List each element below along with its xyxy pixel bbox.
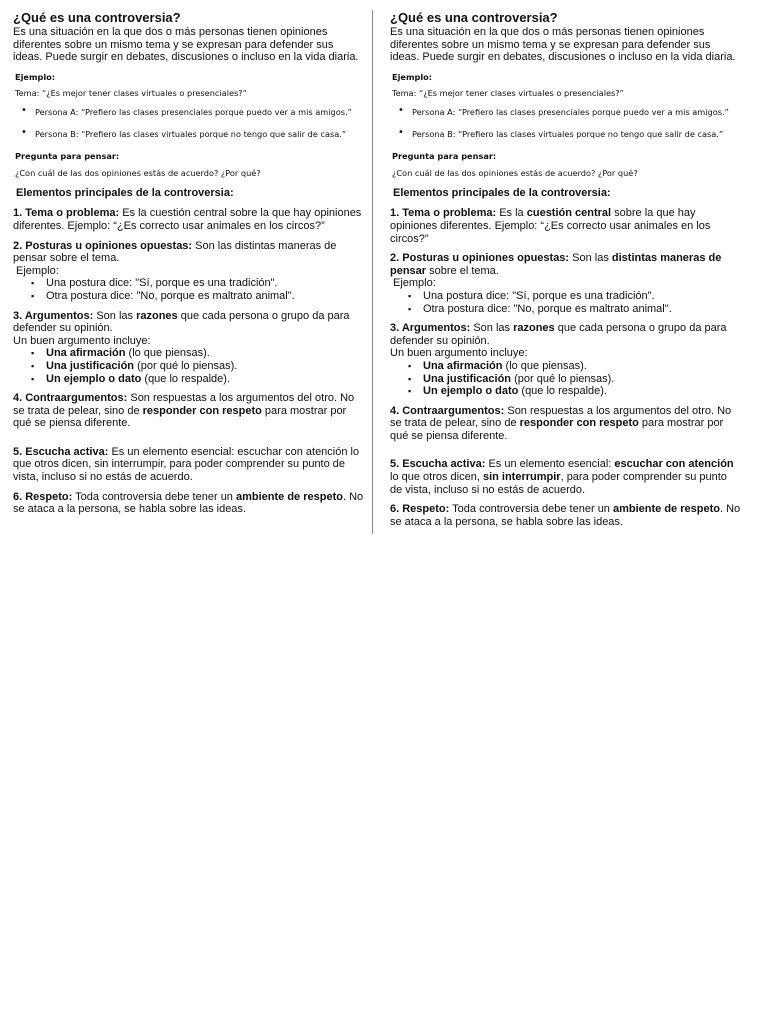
list-item: ▪ Una postura dice: "Sí, porque es una tradición". bbox=[31, 277, 365, 290]
list-item-bold: Una afirmación bbox=[46, 347, 126, 360]
element-bold: escuchar con atención bbox=[614, 458, 734, 471]
element-text: Son las bbox=[470, 322, 514, 335]
element-3 bbox=[390, 322, 742, 398]
list-item-bold: Una justificación bbox=[46, 359, 135, 372]
element-text: Son respuestas a los argumentos del otro. No se trata de pelear, sino de bbox=[390, 404, 732, 430]
list-item: • Persona A: “Prefiero las clases presenciales porque puedo ver a mis amigos.” bbox=[398, 107, 742, 117]
page-title: ¿Qué es una controversia? bbox=[390, 10, 558, 25]
element-text: Toda controversia debe tener un bbox=[72, 490, 236, 503]
question-text: ¿Con cuál de las dos opiniones estás de acuerdo? ¿Por qué? bbox=[392, 167, 638, 178]
element-text: sobre la que hay opiniones diferentes. Ejemplo: “¿Es correcto usar animales en los circos?” bbox=[390, 207, 711, 245]
element-text: . No se ataca a la persona, se habla sobre las ideas. bbox=[390, 503, 741, 528]
element-bold: ambiente de respeto bbox=[235, 490, 343, 503]
example-label: Ejemplo: bbox=[392, 71, 433, 82]
list-item-text: (que lo respalde). bbox=[141, 372, 231, 385]
element-text: , para poder comprender su punto de vista, incluso si no estás de acuerdo. bbox=[390, 471, 727, 496]
element-text: Es la cuestión central sobre la que hay opiniones diferentes. Ejemplo: “¿Es correcto usar animales en los circos?” bbox=[13, 207, 362, 232]
element-text: Es un elemento esencial: escuchar con atención lo que otros dicen, sin interrumpir, para poder comprender su punto de vista, incluso si no estás de acuerdo. bbox=[13, 445, 360, 484]
list-item-text: (por qué lo piensas). bbox=[511, 372, 615, 385]
element-label: 5. Escucha activa: bbox=[13, 445, 109, 458]
example-topic: Tema: “¿Es mejor tener clases virtuales o presenciales?” bbox=[392, 87, 624, 98]
list-item bbox=[31, 347, 365, 360]
element-2-list bbox=[408, 290, 742, 315]
list-item-bold: Una justificación bbox=[423, 372, 512, 385]
element-sub: Un buen argumento incluye: bbox=[13, 334, 151, 347]
element-bold: distintas maneras de pensar bbox=[390, 252, 722, 277]
right-column bbox=[390, 10, 742, 535]
element-text: sobre el tema. bbox=[426, 264, 499, 277]
list-item: • Persona B: “Prefiero las clases virtuales porque no tengo que salir de casa.” bbox=[21, 129, 365, 139]
element-example-label: Ejemplo: bbox=[393, 277, 436, 290]
element-label: 2. Posturas u opiniones opuestas: bbox=[13, 239, 193, 252]
example-list bbox=[398, 107, 742, 139]
list-item: • Persona B: “Prefiero las clases virtuales porque no tengo que salir de casa.” bbox=[398, 129, 742, 139]
element-text: Son las bbox=[569, 252, 612, 265]
element-text: . No se ataca a la persona, se habla sobre las ideas. bbox=[13, 490, 364, 516]
list-item-text: (que lo respalde). bbox=[518, 385, 608, 398]
list-item-text: (por qué lo piensas). bbox=[134, 359, 238, 372]
element-2 bbox=[13, 240, 365, 303]
element-4 bbox=[390, 405, 742, 443]
element-label: 4. Contraargumentos: bbox=[13, 392, 128, 405]
element-5 bbox=[13, 446, 365, 484]
element-2 bbox=[390, 252, 742, 315]
element-bold: razones bbox=[513, 322, 555, 335]
list-item bbox=[408, 385, 742, 398]
element-3-list bbox=[408, 360, 742, 398]
list-item: • Persona A: “Prefiero las clases presenciales porque puedo ver a mis amigos.” bbox=[21, 107, 365, 117]
list-item: ▪ Una postura dice: "Sí, porque es una tradición". bbox=[408, 290, 742, 303]
list-item-text: (lo que piensas). bbox=[125, 347, 210, 360]
element-bold: sin interrumpir bbox=[482, 471, 561, 484]
list-item bbox=[31, 360, 365, 373]
element-text: que cada persona o grupo da para defender su opinión. bbox=[390, 322, 727, 347]
element-bold: razones bbox=[136, 309, 178, 322]
list-item-text: (lo que piensas). bbox=[502, 359, 587, 372]
element-text: que cada persona o grupo da para defender su opinión. bbox=[13, 309, 350, 335]
intro-paragraph: Es una situación en la que dos o más personas tienen opiniones diferentes sobre un mismo tema y se expresan para defender sus ideas. Puede surgir en debates, discusiones o incluso en la vida diaria. bbox=[390, 26, 736, 64]
question-text: ¿Con cuál de las dos opiniones estás de acuerdo? ¿Por qué? bbox=[15, 167, 261, 178]
element-text: Son las bbox=[93, 309, 137, 322]
question-label: Pregunta para pensar: bbox=[15, 150, 120, 161]
list-item-bold: Un ejemplo o dato bbox=[46, 372, 142, 385]
element-text: Es la bbox=[496, 207, 527, 220]
elements-title: Elementos principales de la controversia: bbox=[16, 186, 234, 199]
list-item-bold: Una afirmación bbox=[423, 359, 503, 372]
element-3 bbox=[13, 310, 365, 386]
element-label: 4. Contraargumentos: bbox=[390, 404, 505, 417]
element-label: 1. Tema o problema: bbox=[390, 207, 497, 220]
elements-title: Elementos principales de la controversia: bbox=[393, 186, 611, 199]
element-label: 6. Respeto: bbox=[390, 503, 450, 516]
element-sub: Un buen argumento incluye: bbox=[390, 347, 528, 360]
element-label: 1. Tema o problema: bbox=[13, 207, 120, 220]
example-list bbox=[21, 107, 365, 139]
element-6 bbox=[13, 491, 365, 516]
element-label: 5. Escucha activa: bbox=[390, 458, 486, 471]
element-label: 2. Posturas u opiniones opuestas: bbox=[390, 252, 570, 265]
element-label: 3. Argumentos: bbox=[390, 322, 471, 335]
element-bold: cuestión central bbox=[526, 207, 612, 220]
element-bold: ambiente de respeto bbox=[612, 503, 720, 516]
element-text: Son las distintas maneras de pensar sobre el tema. bbox=[13, 239, 337, 265]
element-example-label: Ejemplo: bbox=[16, 264, 59, 277]
element-text: Toda controversia debe tener un bbox=[449, 503, 613, 516]
question-label: Pregunta para pensar: bbox=[392, 150, 497, 161]
element-text: Son respuestas a los argumentos del otro. No se trata de pelear, sino de bbox=[13, 392, 355, 417]
element-text: para mostrar por qué se piensa diferente. bbox=[13, 404, 347, 430]
list-item: ▪ Otra postura dice: "No, porque es maltrato animal". bbox=[408, 303, 742, 316]
example-label: Ejemplo: bbox=[15, 71, 56, 82]
column-divider bbox=[372, 10, 373, 534]
element-label: 6. Respeto: bbox=[13, 490, 73, 503]
list-item bbox=[408, 360, 742, 373]
list-item bbox=[31, 373, 365, 386]
intro-paragraph: Es una situación en la que dos o más personas tienen opiniones diferentes sobre un mismo tema y se expresan para defender sus ideas. Puede surgir en debates, discusiones o incluso en la vida diaria. bbox=[13, 26, 359, 64]
list-item-bold: Un ejemplo o dato bbox=[423, 385, 519, 398]
element-bold: responder con respeto bbox=[519, 417, 639, 430]
example-topic: Tema: “¿Es mejor tener clases virtuales o presenciales?” bbox=[15, 87, 247, 98]
element-4 bbox=[13, 392, 365, 430]
list-item: ▪ Otra postura dice: "No, porque es maltrato animal". bbox=[31, 290, 365, 303]
element-1 bbox=[390, 207, 742, 245]
element-1 bbox=[13, 207, 365, 232]
element-3-list bbox=[31, 347, 365, 385]
element-5 bbox=[390, 458, 742, 496]
element-2-list bbox=[31, 277, 365, 302]
element-label: 3. Argumentos: bbox=[13, 309, 94, 322]
element-text: para mostrar por qué se piensa diferente. bbox=[390, 417, 724, 442]
element-bold: responder con respeto bbox=[142, 404, 262, 417]
element-text: Es un elemento esencial: bbox=[485, 458, 615, 471]
left-column bbox=[13, 10, 365, 523]
page-title: ¿Qué es una controversia? bbox=[13, 10, 181, 25]
element-text: lo que otros dicen, bbox=[390, 471, 483, 484]
element-6 bbox=[390, 503, 742, 528]
list-item bbox=[408, 373, 742, 386]
